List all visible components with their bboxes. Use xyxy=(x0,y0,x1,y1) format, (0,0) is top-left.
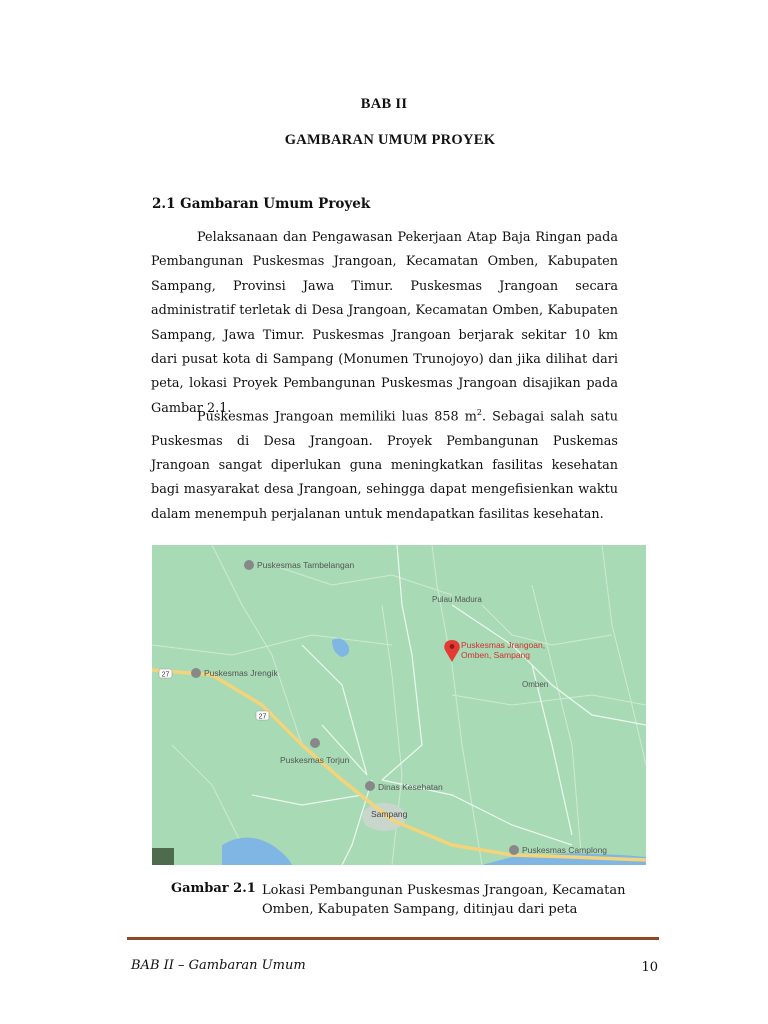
svg-text:27: 27 xyxy=(258,713,267,721)
health-poi-icon xyxy=(310,738,320,748)
health-poi-icon xyxy=(191,668,201,678)
poi-camplong xyxy=(509,845,607,855)
area-superscript: 2 xyxy=(476,408,482,417)
paragraph-2-after: . Sebagai salah satu Puskesmas di Desa Jrangoan. Proyek Pembangunan Puskemas Jrangoan sangat diperlukan guna meningkatkan fasilitas kesehatan bagi masyarakat desa Jrangoan, sehingga dapat mengefisienkan waktu dalam menempuh perjalanan untuk mendapatkan fasilitas kesehatan. xyxy=(151,409,618,522)
paragraph-2 xyxy=(151,401,618,527)
chapter-title: GAMBARAN UMUM PROYEK xyxy=(284,132,496,148)
svg-text:Puskesmas Tambelangan: Puskesmas Tambelangan xyxy=(257,560,355,570)
road-shield-1 xyxy=(159,669,172,679)
poi-tambelangan xyxy=(244,560,354,570)
poi-jrengik xyxy=(191,668,278,678)
satellite-toggle-icon[interactable] xyxy=(152,848,174,865)
svg-text:Puskesmas Jrangoan,: Puskesmas Jrangoan, xyxy=(461,640,546,650)
svg-text:27: 27 xyxy=(161,671,170,679)
figure-caption: Lokasi Pembangunan Puskesmas Jrangoan, Kecamatan Omben, Kabupaten Sampang, ditinjau dari peta xyxy=(262,883,626,917)
map-canvas xyxy=(152,545,646,865)
label-omben: Omben xyxy=(522,680,549,689)
location-map xyxy=(152,545,646,865)
health-poi-icon xyxy=(509,845,519,855)
label-sampang: Sampang xyxy=(371,809,408,819)
page-number: 10 xyxy=(641,960,658,975)
footer-chapter: BAB II – Gambaran Umum xyxy=(131,958,306,973)
office-poi-icon xyxy=(365,781,375,791)
paragraph-1: Pelaksanaan dan Pengawasan Pekerjaan Atap Baja Ringan pada Pembangunan Puskesmas Jrangoan, Kecamatan Omben, Kabupaten Sampang, Provinsi Jawa Timur. Puskesmas Jrangoan secara administratif terletak di Desa Jrangoan, Kecamatan Omben, Kabupaten Sampang, Jawa Timur. Puskesmas Jrangoan berjarak sekitar 10 km dari pusat kota di Sampang (Monumen Trunojoyo) dan jika dilihat dari peta, lokasi Proyek Pembangunan Puskesmas Jrangoan disajikan pada Gambar 2.1. xyxy=(151,230,618,416)
svg-text:Puskesmas Torjun: Puskesmas Torjun xyxy=(280,755,350,765)
chapter-number: BAB II xyxy=(360,96,408,112)
svg-text:Dinas Kesehatan: Dinas Kesehatan xyxy=(378,782,443,792)
road-shield-2 xyxy=(256,711,269,721)
footer-divider xyxy=(127,937,659,940)
svg-text:Puskesmas Camplong: Puskesmas Camplong xyxy=(522,845,608,855)
label-pulau-madura: Pulau Madura xyxy=(432,595,482,604)
svg-text:Omben, Sampang: Omben, Sampang xyxy=(461,650,530,660)
paragraph-2-before: Puskesmas Jrangoan memiliki luas 858 m xyxy=(197,409,477,425)
svg-text:Puskesmas Jrengik: Puskesmas Jrengik xyxy=(204,668,278,678)
figure-label: Gambar 2.1 xyxy=(171,881,256,896)
health-poi-icon xyxy=(244,560,254,570)
section-heading: 2.1 Gambaran Umum Proyek xyxy=(152,196,371,212)
